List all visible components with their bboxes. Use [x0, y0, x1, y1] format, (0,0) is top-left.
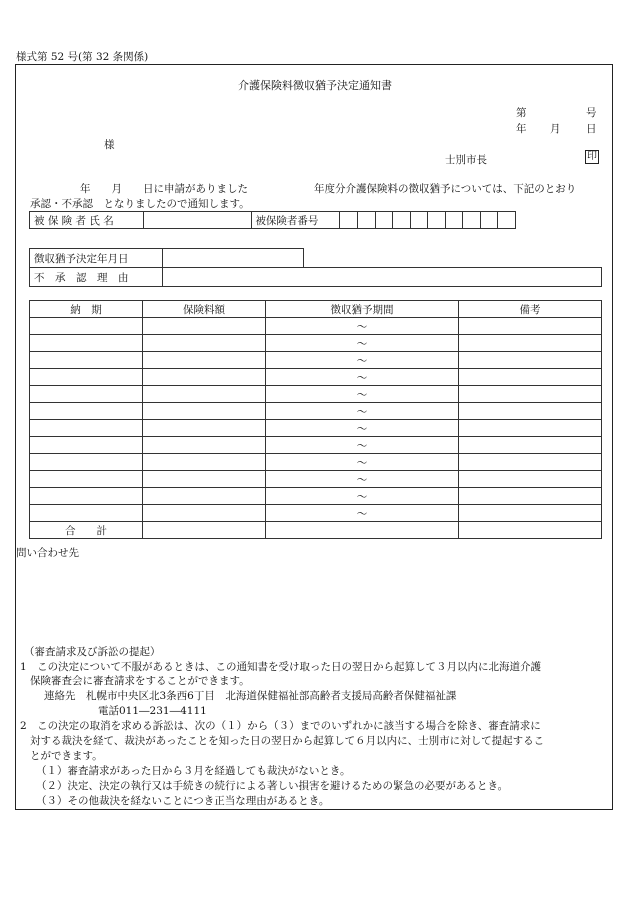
table-row [30, 420, 602, 437]
table-row [30, 454, 602, 471]
period-tilde: ～ [266, 352, 459, 369]
intro-text-1b: 年度分介護保険料の徴収猶予については、下記のとおり [314, 183, 577, 195]
header-due: 納 期 [30, 301, 143, 318]
period-tilde: ～ [266, 369, 459, 386]
table-row [30, 386, 602, 403]
decision-date-field[interactable] [163, 249, 304, 268]
number-dai: 第 [516, 107, 527, 119]
note-contact-a: 連絡先 札幌市中央区北3条西6丁目 北海道保健福祉部高齢者支援局高齢者保健福祉課 [44, 690, 457, 702]
seal-mark [585, 150, 599, 164]
header-deferral-period: 徴収猶予期間 [266, 301, 459, 318]
insured-number-digit[interactable] [340, 212, 358, 229]
document-title: 介護保険料徴収猶予決定通知書 [238, 79, 392, 92]
period-tilde: ～ [266, 420, 459, 437]
table-row [30, 471, 602, 488]
period-tilde: ～ [266, 318, 459, 335]
insured-number-digit[interactable] [375, 212, 393, 229]
table-row [30, 318, 602, 335]
intro-text-2: 承認・不承認 となりましたので通知します。 [30, 198, 250, 210]
number-go: 号 [586, 107, 597, 119]
period-tilde: ～ [266, 386, 459, 403]
note-1a: 1 この決定について不服があるときは、この通知書を受け取った日の翌日から起算して３月以内に北海道介護 [20, 661, 541, 673]
insured-number-digit[interactable] [480, 212, 498, 229]
insured-number-digit[interactable] [393, 212, 411, 229]
insured-name-field[interactable] [144, 212, 252, 229]
period-tilde: ～ [266, 505, 459, 522]
table-row [30, 505, 602, 522]
table-row [30, 437, 602, 454]
note-1b: 保険審査会に審査請求をすることができます。 [30, 675, 250, 687]
note-2b: 対する裁決を経て、裁決があったことを知った日の翌日から起算して６月以内に、士別市に対して提起するこ [30, 735, 545, 747]
form-number: 様式第 52 号(第 32 条関係) [16, 51, 149, 63]
insured-name-label: 被 保 険 者 氏 名 [30, 212, 144, 229]
insured-number-digit[interactable] [498, 212, 516, 229]
note-2a: 2 この決定の取消を求める訴訟は、次の（１）から（３）までのいずれかに該当する場合を除き、審査請求に [20, 720, 541, 732]
date-year: 年 [516, 123, 527, 135]
period-tilde: ～ [266, 437, 459, 454]
insured-number-digit[interactable] [463, 212, 481, 229]
table-row [30, 488, 602, 505]
table-row [30, 369, 602, 386]
reason-field[interactable] [163, 268, 602, 287]
contact-label: 問い合わせ先 [16, 547, 79, 559]
insured-info-table [29, 211, 516, 229]
insured-number-digit[interactable] [445, 212, 463, 229]
note-case-3: （３）その他裁決を経ないことにつき正当な理由があるとき。 [36, 795, 330, 807]
table-row [30, 335, 602, 352]
date-month: 月 [550, 123, 561, 135]
date-day: 日 [586, 123, 597, 135]
note-2c: とができます。 [30, 750, 103, 762]
decision-date-label: 徴収猶予決定年月日 [30, 249, 163, 268]
note-case-1: （１）審査請求があった日から３月を経過しても裁決がないとき。 [36, 765, 351, 777]
recipient-honorific: 様 [104, 139, 115, 151]
table-row [30, 403, 602, 420]
insured-number-digit[interactable] [428, 212, 446, 229]
issuer-name: 士別市長 [445, 154, 487, 166]
total-label: 合 計 [30, 522, 143, 539]
notes-heading: （審査請求及び訴訟の提起） [24, 646, 161, 658]
period-tilde: ～ [266, 488, 459, 505]
table-row [30, 352, 602, 369]
period-tilde: ～ [266, 471, 459, 488]
header-premium: 保険料額 [143, 301, 266, 318]
seal-icon: 印 [587, 151, 597, 162]
period-tilde: ～ [266, 454, 459, 471]
insured-number-digit[interactable] [358, 212, 376, 229]
insured-number-label: 被保険者番号 [252, 212, 340, 229]
schedule-table [29, 300, 602, 539]
intro-text-1a: 年 月 日に申請がありました [80, 183, 248, 195]
period-tilde: ～ [266, 335, 459, 352]
period-tilde: ～ [266, 403, 459, 420]
note-case-2: （２）決定、決定の執行又は手続きの続行による著しい損害を避けるための緊急の必要があるとき。 [36, 780, 509, 792]
insured-number-digit[interactable] [410, 212, 428, 229]
note-contact-b: 電話011―231―4111 [98, 705, 207, 717]
header-remarks: 備考 [459, 301, 602, 318]
reason-label: 不 承 認 理 由 [30, 268, 163, 287]
total-row [30, 522, 602, 539]
decision-table [29, 248, 602, 287]
